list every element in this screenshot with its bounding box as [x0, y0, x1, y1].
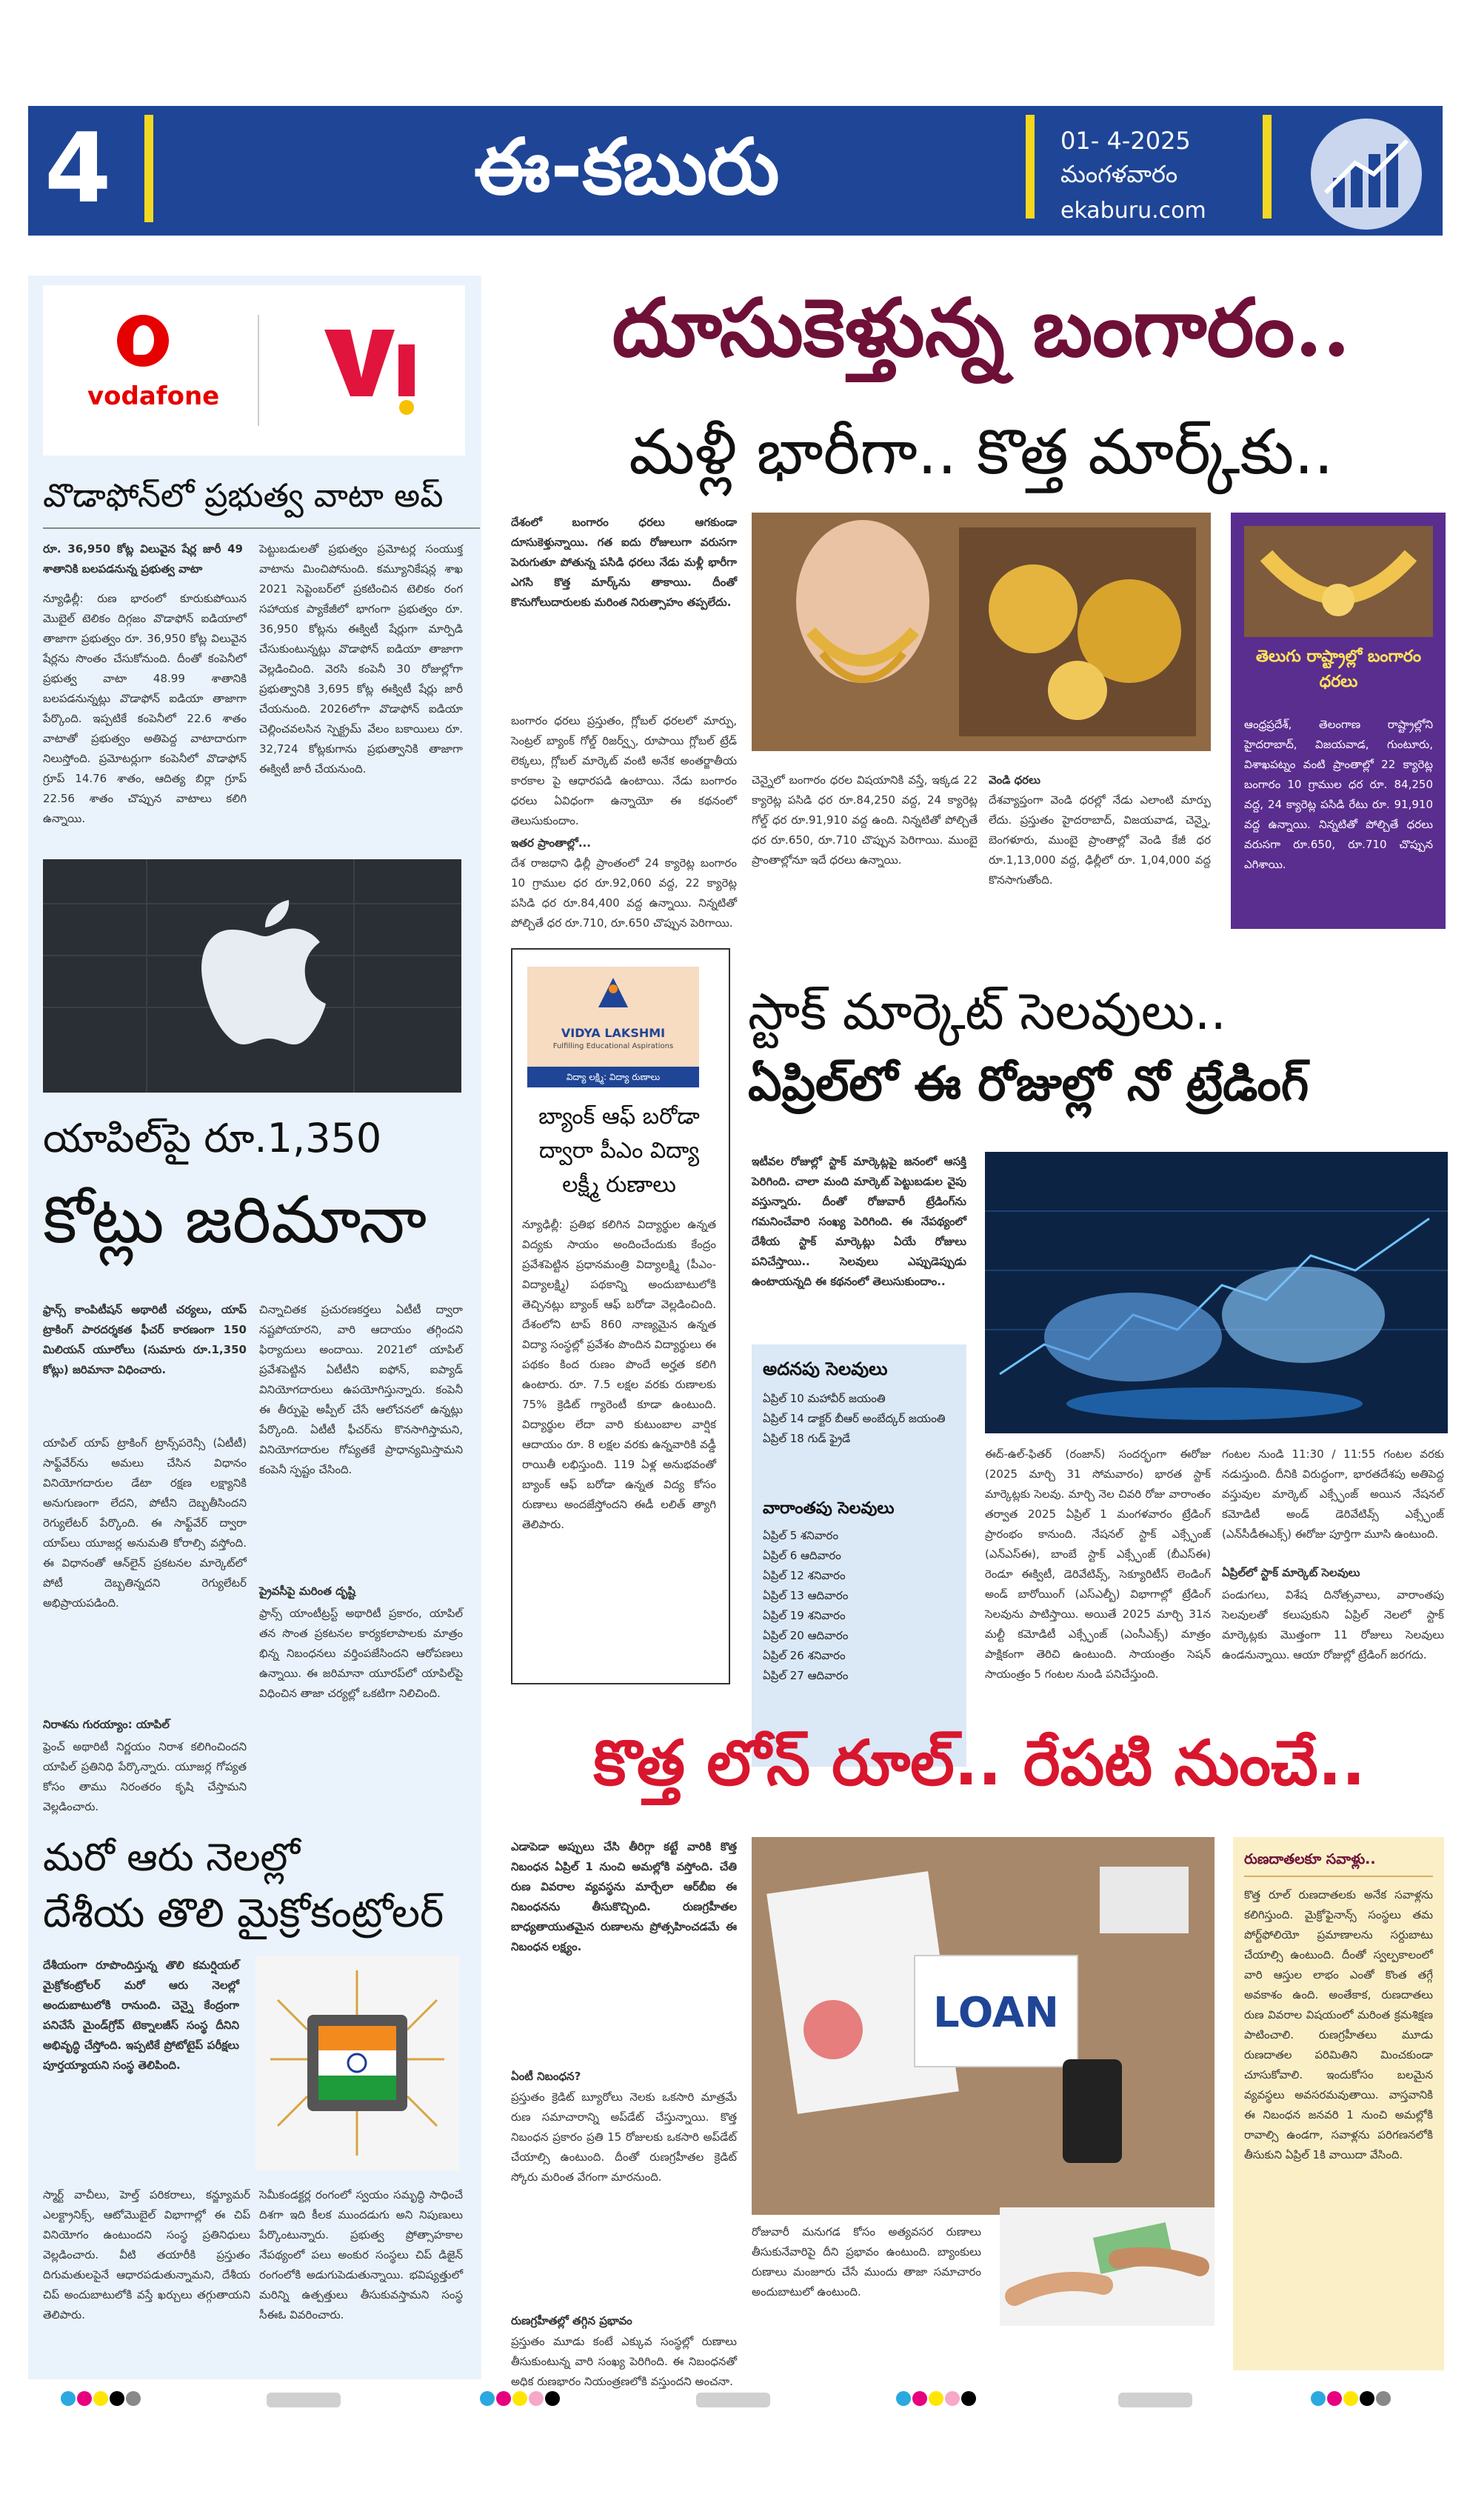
- bull-bear-photo: [985, 1152, 1448, 1433]
- holiday-item: ఏప్రిల్ 6 ఆదివారం: [763, 1549, 841, 1562]
- loan-headline: కొత్త లోన్ రూల్.. రేపటి నుంచే..: [593, 1727, 1366, 1799]
- vidya-lakshmi-logo-title: VIDYA LAKSHMI: [561, 1026, 666, 1040]
- gold-col2: చెన్నైలో బంగారం ధరల విషయానికి వస్తే, ఇక్కడ 22 క్యారెట్ల పసిడి ధర రూ.84,250 వద్ద, 24 క్యారెట్ల గోల్డ్ ధర రూ.91,910 వద్ద ఉంది. నిన్నటితో పోల్చితే ధర రూ.650, రూ.710 చొప్పున పెరిగాయి. ముంబై ప్రాంతాల్లోనూ ఇదే ధరలు ఉన్నాయి.: [752, 773, 978, 867]
- vidya-lakshmi-ribbon: విద్యా లక్ష్మి: విద్యా రుణాలు: [527, 1067, 699, 1087]
- apple-col2: చిన్నాచితక ప్రచురణకర్తలు ఏటీటీ ద్వారా నష్టపోయారని, వారి ఆదాయం తగ్గిందని ఫిర్యాదులు అందాయి. 2021లో యాపిల్ ప్రవేశపెట్టిన ఏటీటీని ఐఫోన్, ఐప్యాడ్ వినియోగదారులు ఉపయోగిస్తున్నారు. కంపెనీ ఈ తీర్పుపై అప్పీల్ చేసే ఆలోచనలో ఉన్నట్లు పేర్కొంది. ఏటీటీ ఫీచర్‌ను కొనసాగిస్తామని, వినియోగదారుల గోప్యతకే ప్రాధాన్యమిస్తామని కంపెనీ స్పష్టం చేసింది.: [259, 1303, 463, 1476]
- loan-col1b: ప్రస్తుతం మూడు కంటే ఎక్కువ సంస్థల్లో రుణాలు తీసుకుంటున్న వారి సంఖ్య పెరిగింది. ఈ నిబంధనతో అధిక రుణభారం నియంత్రణలోకి వస్తుందని అంచనా.: [511, 2335, 737, 2388]
- vidya-lakshmi-logo: [527, 967, 699, 1074]
- masthead-day: మంగళవారం: [1060, 160, 1178, 188]
- stock-subhead: ఏప్రిల్‌లో స్టాక్ మార్కెట్ సెలవులు: [1222, 1566, 1360, 1579]
- masthead-divider: [1263, 115, 1272, 219]
- page-number: 4: [44, 112, 112, 224]
- registration-bar: [267, 2393, 341, 2407]
- apple-lead: ఫ్రాన్స్ కాంపిటీషన్ అథారిటీ చర్యలు, యాప్ ట్రాకింగ్ పారదర్శకత ఫీచర్ కారణంగా 150 మిలియన్ యూరోలు (సుమారు రూ.1,350 కోట్లు) జరిమానా విధించారు.: [43, 1303, 247, 1376]
- extra-holidays-list: [763, 1389, 959, 1449]
- handshake-money-photo: [1000, 2207, 1215, 2326]
- micro-headline-line1: మరో ఆరు నెలల్లో: [43, 1836, 301, 1880]
- vodafone-col2: పెట్టుబడులతో ప్రభుత్వం ప్రమోటర్ల సంయుక్త వాటాను మించిపోనుంది. కమ్యూనికేషన్ల శాఖ 2021 సెప్టెంబర్‌లో ప్రకటించిన టెలికం రంగ సహాయక ప్యాకేజీలో భాగంగా ప్రభుత్వం రూ. 36,950 కోట్లను ఈక్విటీ షేర్లుగా మార్పిడి చేసుకుంటున్నట్లు వొడాఫోన్ ఐడియా తాజాగా వెల్లడించింది. వెరసి కంపెనీ 30 రోజుల్లోగా ప్రభుత్వానికి 3,695 కోట్ల ఈక్విటీ షేర్లు జారీ చేయనుంది. 2026లోగా వొడాఫోన్ ఐడియా చెల్లించవలసిన స్పెక్ట్రమ్ వేలం బకాయిలు రూ. 32,724 కోట్లకుగాను ప్రభుత్వానికి తాజాగా ఈక్విటీ జారీ చేయనుంది.: [259, 542, 463, 776]
- vidya-headline: బ్యాంక్ ఆఫ్ బరోడా ద్వారా పీఎం విద్యా లక్ష్మీ రుణాలు: [538, 1104, 700, 1198]
- micro-col2: సెమీకండక్టర్ల రంగంలో స్వయం సమృద్ధి సాధించే దిశగా ఇది కీలక ముందడుగు అని నిపుణులు పేర్కొంటున్నారు. ప్రభుత్వ ప్రోత్సాహకాల నేపథ్యంలో పలు అంకుర సంస్థలు చిప్ డిజైన్ రంగంలోకి అడుగుపెడుతున్నాయి. భవిష్యత్తులో మరిన్ని ఉత్పత్తులు తీసుకువస్తామని సంస్థ సీఈఓ వివరించారు.: [259, 2188, 463, 2321]
- registration-swatches: [480, 2391, 560, 2410]
- masthead-divider: [144, 115, 153, 222]
- holiday-item: ఏప్రిల్ 27 ఆదివారం: [763, 1669, 849, 1682]
- apple-col2b: ఫ్రాన్స్ యాంటీట్రస్ట్ అథారిటీ ప్రకారం, యాపిల్ తన సొంత ప్రకటనల కార్యకలాపాలకు మాత్రం భిన్న నిబంధనలు వర్తింపజేసిందని ఆరోపణలు ఉన్నాయి. ఈ జరిమానా యూరప్‌లో యాపిల్‌పై విధించిన తాజా చర్యల్లో ఒకటిగా నిలిచింది.: [259, 1607, 463, 1700]
- holiday-item: ఏప్రిల్ 12 శనివారం: [763, 1569, 846, 1582]
- registration-swatches: [61, 2391, 141, 2410]
- vodafone-logo-panel: [43, 285, 465, 456]
- logo-divider: [258, 315, 259, 426]
- divider: [1244, 1876, 1433, 1877]
- vi-logo-icon: [317, 315, 421, 419]
- apple-subhead-privacy: ప్రైవసీపై మరింత దృష్టి: [259, 1584, 355, 1598]
- registration-swatches: [896, 2391, 976, 2410]
- holiday-item: ఏప్రిల్ 26 శనివారం: [763, 1649, 846, 1662]
- stock-headline-line1: స్టాక్ మార్కెట్ సెలవులు..: [748, 983, 1226, 1041]
- gold-city-subhead: ఇతర ప్రాంతాల్లో...: [511, 836, 591, 850]
- ekaburu-logo-icon: [1311, 119, 1422, 230]
- masthead-divider: [1026, 115, 1035, 219]
- vodafone-logo-icon: [117, 315, 169, 367]
- stock-col1: ఈద్-ఉల్-ఫితర్ (రంజాన్) సందర్భంగా ఈరోజు (2025 మార్చి 31 సోమవారం) భారత స్టాక్ మార్కెట్లకు సెలవు. మార్చి నెల చివరి రోజు వారాంతం తర్వాత 2025 ఏప్రిల్ 1 మంగళవారం ట్రేడింగ్ ప్రారంభం కానుంది. నేషనల్ స్టాక్ ఎక్స్ఛేంజ్ (ఎన్ఎస్ఈ), బాంబే స్టాక్ ఎక్స్ఛేంజ్ (బీఎస్ఈ) రెండూ ఈక్విటీ, డెరివేటివ్స్, సెక్యూరిటీస్ లెండింగ్ అండ్ బారోయింగ్ (ఎస్ఎల్బీ) విభాగాల్లో ట్రేడింగ్ సెలవును పాటిస్తాయి. అయితే 2025 మార్చి 31న మల్టీ కమోడిటీ ఎక్స్ఛేంజ్ (ఎంసీఎక్స్) మాత్రం పాక్షికంగా తెరిచి ఉంటుంది. సాయంత్రం సెషన్ సాయంత్రం 5 గంటల నుండి పనిచేస్తుంది.: [985, 1447, 1211, 1681]
- gold-col1b: దేశ రాజధాని ఢిల్లీ ప్రాంతంలో 24 క్యారెట్ల బంగారం 10 గ్రాముల ధర రూ.92,060 వద్ద, 22 క్యారెట్ల పసిడి ధర రూ.84,400 వద్ద ఉన్నాయి. నిన్నటితో పోల్చితే ధర రూ.710, రూ.650 చొప్పున పెరిగాయి.: [511, 856, 737, 930]
- lenders-box-title: రుణదాతలకూ సవాళ్లు..: [1244, 1851, 1376, 1867]
- stock-headline-line2: ఏప్రిల్‌లో ఈ రోజుల్లో నో ట్రేడింగ్: [748, 1057, 1309, 1112]
- silver-subhead: వెండి ధరలు: [989, 773, 1040, 787]
- micro-col1: స్మార్ట్ వాచీలు, హెల్త్ పరికరాలు, కన్జ్యూమర్ ఎలక్ట్రానిక్స్, ఆటోమొబైల్ విభాగాల్లో ఈ చిప్ వినియోగం ఉంటుందని సంస్థ ప్రతినిధులు వెల్లడించారు. వీటి తయారీకి ప్రస్తుతం దిగుమతులపైనే ఆధారపడుతున్నామని, దేశీయ చిప్ అందుబాటులోకి వస్తే ఖర్చులు తగ్గుతాయని తెలిపారు.: [43, 2188, 250, 2321]
- loan-lead: ఎడాపెడా అప్పులు చేసి తీరిగ్గా కట్టే వారికి కొత్త నిబంధన ఏప్రిల్ 1 నుంచి అమల్లోకి వస్తోంది. చేతి రుణ వివరాల వ్యవస్థను మార్చేలా ఆర్‌బీఐ ఈ నిబంధనను తీసుకొచ్చింది. రుణగ్రహీతల బాధ్యతాయుతమైన రుణాలను ప్రోత్సహించడమే ఈ నిబంధన లక్ష్యం.: [511, 1840, 737, 1953]
- apple-store-photo: [43, 859, 461, 1093]
- gold-lead: దేశంలో బంగారం ధరలు ఆగకుండా దూసుకెళ్తున్నాయి. గత ఐదు రోజులుగా వరుసగా పెరుగుతూ పోతున్న పసిడి ధరలు నేడు మళ్లీ భారీగా ఎగసి కొత్త మార్క్‌ను తాకాయి. దీంతో కొనుగోలుదారులకు మరింత నిరుత్సాహం తప్పలేదు.: [511, 516, 737, 609]
- holiday-item: ఏప్రిల్ 5 శనివారం: [763, 1529, 839, 1542]
- telugu-gold-box-title: తెలుగు రాష్ట్రాల్లో బంగారం ధరలు: [1255, 647, 1422, 691]
- holiday-item: ఏప్రిల్ 19 శనివారం: [763, 1609, 846, 1622]
- apple-headline-line2: కోట్లు జరిమానా: [43, 1181, 427, 1258]
- microchip-photo: [255, 1956, 459, 2170]
- loan-col2: రోజువారీ మనుగడ కోసం అత్యవసర రుణాలు తీసుకునేవారిపై దీని ప్రభావం ఉంటుంది. బ్యాంకులు రుణాలు మంజూరు చేసే ముందు తాజా సమాచారం అందుబాటులో ఉంటుంది.: [752, 2225, 981, 2299]
- stock-col2: గంటల నుండి 11:30 / 11:55 గంటల వరకు నడుస్తుంది. దీనికి విరుద్ధంగా, భారతదేశపు అతిపెద్ద వస్తువుల మార్కెట్ ఎక్స్ఛేంజ్ అయిన నేషనల్ కమోడిటీ అండ్ డెరివేటివ్స్ ఎక్స్ఛేంజ్ (ఎన్‌సీడీఈఎక్స్) ఈరోజు పూర్తిగా మూసి ఉంటుంది.: [1222, 1447, 1444, 1541]
- vodafone-subhead: రూ. 36,950 కోట్ల విలువైన షేర్ల జారీ 49 శాతానికి బలపడనున్న ప్రభుత్వ వాటా: [43, 542, 243, 576]
- vidya-body: న్యూఢిల్లీ: ప్రతిభ కలిగిన విద్యార్థుల ఉన్నత విద్యకు సాయం అందించేందుకు కేంద్రం ప్రవేశపెట్టిన ప్రధానమంత్రి విద్యాలక్ష్మి (పీఎం-విద్యాలక్ష్మి) పథకాన్ని అందుబాటులోకి తెచ్చినట్లు బ్యాంక్ ఆఫ్ బరోడా వెల్లడించింది. దేశంలోని టాప్ 860 నాణ్యమైన ఉన్నత విద్యా సంస్థల్లో ప్రవేశం పొందిన విద్యార్థులు ఈ పథకం కింద రుణం పొందే అర్హత కలిగి ఉంటారు. రూ. 7.5 లక్షల వరకు రుణాలకు 75% క్రెడిట్ గ్యారెంటీ కూడా ఉంటుంది. విద్యార్థుల లేదా వారి కుటుంబాల వార్షిక ఆదాయం రూ. 8 లక్షల వరకు ఉన్నవారికి వడ్డీ రాయితీ లభిస్తుంది. 119 ఏళ్ల అనుభవంతో బ్యాంక్ ఆఫ్ బరోడా ఉన్నత విద్య కోసం రుణాలు అందజేస్తోందని ఈడీ లలిత్ త్యాగి తెలిపారు.: [522, 1218, 716, 1531]
- gold-col3: దేశవ్యాప్తంగా వెండి ధరల్లో నేడు ఎలాంటి మార్పు లేదు. ప్రస్తుతం హైదరాబాద్, విజయవాడ, చెన్నై, బెంగళూరు, ముంబై ప్రాంతాల్లో వెండి కేజీ ధర రూ.1,13,000 వద్ద, ఢిల్లీలో రూ. 1,04,000 వద్ద కొనసాగుతోంది.: [989, 793, 1211, 887]
- registration-bar: [1118, 2393, 1192, 2407]
- apple-headline-line1: యాపిల్‌పై రూ.1,350: [43, 1115, 382, 1161]
- masthead-title: ఈ-కబురు: [474, 121, 780, 212]
- divider: [43, 527, 480, 529]
- registration-swatches: [1311, 2391, 1391, 2410]
- gold-necklace-photo: [1244, 526, 1433, 637]
- loan-subhead-rule: ఏంటీ నిబంధన?: [511, 2070, 581, 2083]
- extra-holidays-head: అదనపు సెలవులు: [763, 1359, 888, 1379]
- holiday-item: ఏప్రిల్ 14 డాక్టర్ బీఆర్ అంబేద్కర్ జయంతి: [763, 1412, 946, 1425]
- holiday-item: ఏప్రిల్ 20 ఆదివారం: [763, 1629, 849, 1642]
- gold-jewellery-photo: [752, 513, 1211, 751]
- micro-headline-line2: దేశీయ తొలి మైక్రోకంట్రోలర్: [43, 1890, 444, 1936]
- stock-lead: ఇటీవల రోజుల్లో స్టాక్ మార్కెట్లపై జనంలో ఆసక్తి పెరిగింది. చాలా మంది మార్కెట్ పెట్టుబడుల వైపు వస్తున్నారు. దీంతో రోజువారీ ట్రేడింగ్‌ను గమనించేవారి సంఖ్య పెరిగింది. ఈ నేపథ్యంలో దేశీయ స్టాక్ మార్కెట్లు ఏయే రోజులు పనిచేస్తాయి.. సెలవులు ఎప్పుడెప్పుడు ఉంటాయన్నది ఈ కథనంలో తెలుసుకుందాం..: [752, 1155, 966, 1288]
- weekend-holidays-list: [763, 1526, 959, 1686]
- registration-bar: [696, 2393, 770, 2407]
- loan-col1: ప్రస్తుతం క్రెడిట్ బ్యూరోలు నెలకు ఒకసారి మాత్రమే రుణ సమాచారాన్ని అప్‌డేట్ చేస్తున్నాయి. కొత్త నిబంధన ప్రకారం ప్రతి 15 రోజులకు ఒకసారి అప్‌డేట్ చేయాల్సి ఉంటుంది. దీంతో రుణగ్రహీతల క్రెడిట్ స్కోరు మరింత వేగంగా మారనుంది.: [511, 2090, 737, 2184]
- stock-col2b: పండుగలు, విశేష దినోత్సవాలు, వారాంతపు సెలవులతో కలుపుకుని ఏప్రిల్ నెలలో స్టాక్ మార్కెట్లకు మొత్తంగా 11 రోజులు సెలవులు ఉండనున్నాయి. ఆయా రోజుల్లో ట్రేడింగ్ జరగదు.: [1222, 1588, 1444, 1661]
- lenders-box-text: కొత్త రూల్ రుణదాతలకు అనేక సవాళ్లను కలిగిస్తుంది. మైక్రోఫైనాన్స్ సంస్థలు తమ పోర్ట్‌ఫోలియో ప్రమాణాలను సర్దుబాటు చేయాల్సి ఉంటుంది. దీంతో స్వల్పకాలంలో వారి ఆస్తుల లాభం ఎంతో కొంత తగ్గే అవకాశం ఉంది. అంతేకాక, రుణదాతలు రుణ వివరాల విషయంలో మరింత క్రమశిక్షణ పాటించాలి. రుణగ్రహీతలు మూడు రుణదాతల పరిమితిని మించకుండా చూసుకోవాలి. ఇందుకోసం బలమైన వ్యవస్థలు అవసరమవుతాయి. వాస్తవానికి ఈ నిబంధన జనవరి 1 నుంచి అమల్లోకి రావాల్సి ఉండగా, సవాళ్లను పరిగణనలోకి తీసుకుని ఏప్రిల్ 1కి వాయిదా వేసింది.: [1244, 1888, 1433, 2161]
- loan-subhead-impact: రుణగ్రహీతల్లో తగ్గిన ప్రభావం: [511, 2314, 632, 2327]
- holiday-item: ఏప్రిల్ 10 మహావీర్ జయంతి: [763, 1392, 886, 1405]
- holiday-item: ఏప్రిల్ 13 ఆదివారం: [763, 1589, 849, 1602]
- loan-document-photo: [752, 1837, 1215, 2215]
- apple-col1b: ఫ్రెంచ్ అథారిటీ నిర్ణయం నిరాశ కలిగించిందని యాపిల్ ప్రతినిధి పేర్కొన్నారు. యూజర్ల గోప్యత కోసం తాము నిరంతరం కృషి చేస్తామని వెల్లడించారు.: [43, 1740, 247, 1813]
- gold-subheadline: మళ్లీ భారీగా.. కొత్త మార్క్‌కు..: [629, 416, 1334, 488]
- masthead-date: 01- 4-2025: [1060, 127, 1191, 155]
- micro-lead: దేశీయంగా రూపొందిస్తున్న తొలి కమర్షియల్ మైక్రోకంట్రోలర్ మరో ఆరు నెలల్లో అందుబాటులోకి రానుంది. చెన్నై కేంద్రంగా పనిచేసే మైండ్‌గ్రోవ్ టెక్నాలజీస్ సంస్థ దీనిని అభివృద్ధి చేస్తోంది. ఇప్పటికే ప్రోటోటైప్ పరీక్షలు పూర్తయ్యాయని సంస్థ తెలిపింది.: [43, 1959, 239, 2072]
- gold-col1: బంగారం ధరలు ప్రస్తుతం, గ్లోబల్ ధరలలో మార్పు, సెంట్రల్ బ్యాంక్ గోల్డ్ రిజర్వ్స్, రూపాయి గ్లోబల్ ట్రేడ్ లెక్కలు, గ్లోబల్ మార్కెట్ వంటి అనేక అంతర్జాతీయ కారకాల పై ఆధారపడి ఉంటాయి. నేడు బంగారం ధరలు ఏవిధంగా ఉన్నాయో ఈ కథనంలో తెలుసుకుందాం.: [511, 714, 737, 827]
- weekend-holidays-head: వారాంతపు సెలవులు: [763, 1499, 895, 1518]
- masthead-site[interactable]: ekaburu.com: [1060, 198, 1206, 224]
- vidya-lakshmi-logo-tagline: Fulfilling Educational Aspirations: [552, 1042, 674, 1050]
- loan-sign-text: LOAN: [933, 1989, 1059, 2037]
- gold-headline: దూసుకెళ్తున్న బంగారం..: [612, 281, 1351, 375]
- apple-col1: యాపిల్ యాప్ ట్రాకింగ్ ట్రాన్స్‌పరెన్సీ (ఏటీటీ) సాఫ్ట్‌వేర్‌ను అమలు చేసిన విధానం వినియోగదారుల డేటా రక్షణ లక్ష్యానికి అనుగుణంగా లేదని, పోటీని దెబ్బతీసిందని రెగ్యులేటర్ పేర్కొంది. ఈ సాఫ్ట్‌వేర్ ద్వారా యాప్‌లు యూజర్ల అనుమతి కోరాల్సి వస్తోంది. ఈ విధానంతో ఆన్‌లైన్ ప్రకటనల మార్కెట్‌లో పోటీ దెబ్బతిన్నదని రెగ్యులేటర్ అభిప్రాయపడింది.: [43, 1436, 247, 1610]
- vodafone-col1: న్యూఢిల్లీ: రుణ భారంలో కూరుకుపోయిన మొబైల్ టెలికం దిగ్గజం వొడాఫోన్ ఐడియాలో తాజాగా ప్రభుత్వం రూ. 36,950 కోట్ల విలువైన షేర్లను సొంతం చేసుకోనుంది. దీంతో కంపెనీలో ప్రభుత్వ వాటా 48.99 శాతానికి బలపడనున్నట్లు వొడాఫోన్ ఐడియా తాజాగా పేర్కొంది. ఇప్పటికే కంపెనీలో 22.6 శాతం వాటాతో ప్రభుత్వం అతిపెద్ద వాటాదారుగా నిలుస్తోంది. ప్రమోటర్లుగా కంపెనీలో వొడాఫోన్ గ్రూప్ 14.76 శాతం, ఆదిత్య బిర్లా గ్రూప్ 22.56 శాతం చొప్పున వాటాలు కలిగి ఉన్నాయి.: [43, 592, 247, 825]
- vodafone-headline: వొడాఫోన్‌లో ప్రభుత్వ వాటా అప్: [43, 477, 444, 515]
- vidya-lakshmi-logo-icon: [591, 974, 635, 1019]
- holiday-item: ఏప్రిల్ 18 గుడ్ ఫ్రైడే: [763, 1432, 851, 1445]
- telugu-gold-box-text: ఆంధ్రప్రదేశ్, తెలంగాణ రాష్ట్రాల్లోని హైదరాబాద్, విజయవాడ, గుంటూరు, విశాఖపట్నం వంటి ప్రాంతాల్లో 22 క్యారెట్ల బంగారం 10 గ్రాముల ధర రూ. 84,250 వద్ద, 24 క్యారెట్ల పసిడి రేటు రూ. 91,910 వద్ద ఉన్నాయి. నిన్నటితో పోల్చితే ధరలు వరుసగా రూ.650, రూ.710 చొప్పున ఎగిశాయి.: [1244, 718, 1433, 871]
- vodafone-logo-text: vodafone: [87, 381, 220, 411]
- apple-subhead-disappointed: నిరాశను గురయ్యాం: యాపిల్: [43, 1718, 170, 1731]
